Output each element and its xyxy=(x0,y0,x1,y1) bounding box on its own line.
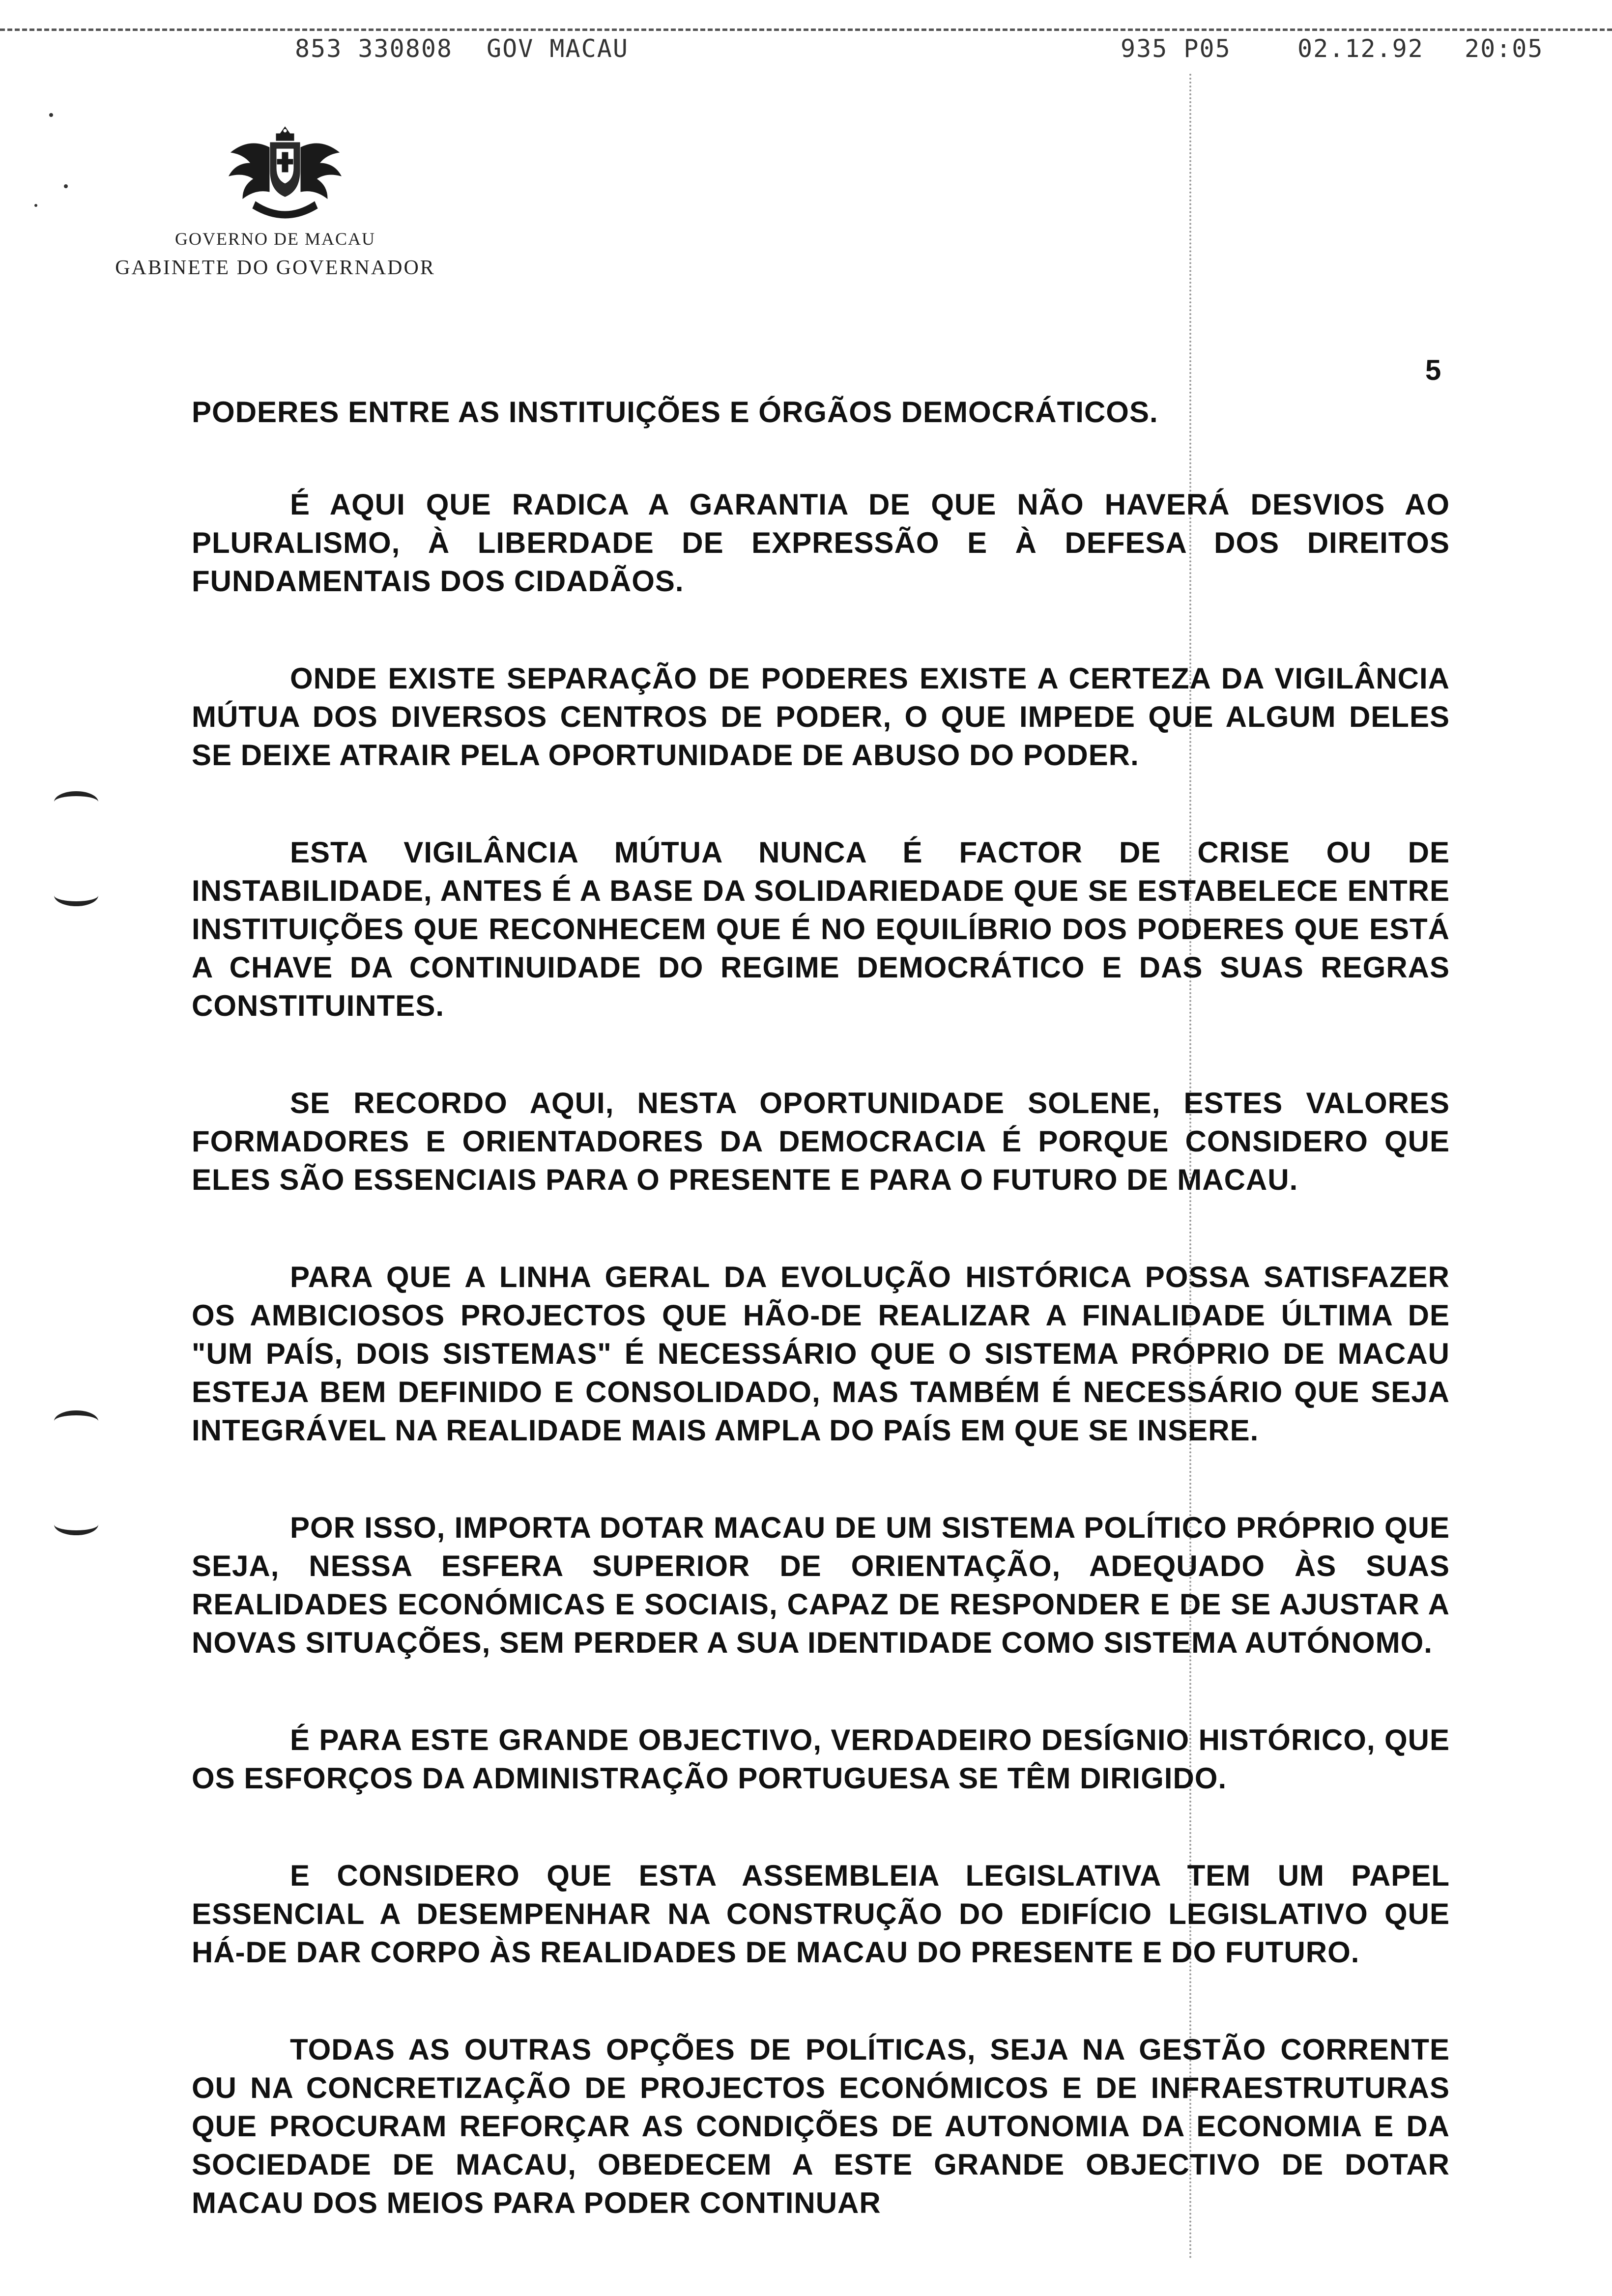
paragraph: É AQUI QUE RADICA A GARANTIA DE QUE NÃO HAVERÁ DESVIOS AO PLURALISMO, À LIBERDADE DE EXPRESSÃO E À DEFESA DOS DIREITOS FUNDAMENTAIS DOS CIDADÃOS. xyxy=(192,488,1450,598)
paragraph: SE RECORDO AQUI, NESTA OPORTUNIDADE SOLENE, ESTES VALORES FORMADORES E ORIENTADORES DA DEMOCRACIA É PORQUE CONSIDERO QUE ELES SÃO ESSENCIAIS PARA O PRESENTE E PARA O FUTURO DE MACAU. xyxy=(192,1087,1450,1196)
paragraph: PARA QUE A LINHA GERAL DA EVOLUÇÃO HISTÓRICA POSSA SATISFAZER OS AMBICIOSOS PROJECTOS QUE HÃO-DE REALIZAR A FINALIDADE ÚLTIMA DE "UM PAÍS, DOIS SISTEMAS" É NECESSÁRIO QUE O SISTEMA PRÓPRIO DE MACAU ESTEJA BEM DEFINIDO E CONSOLIDADO, MAS TAMBÉM É NECESSÁRIO QUE SEJA INTEGRÁVEL NA REALIDADE MAIS AMPLA DO PAÍS EM QUE SE INSERE. xyxy=(192,1261,1450,1447)
fax-time: 20:05 xyxy=(1465,34,1544,63)
document-body xyxy=(192,393,1450,2222)
scan-speck xyxy=(34,204,37,207)
letterhead xyxy=(79,229,472,280)
paragraph: TODAS AS OUTRAS OPÇÕES DE POLÍTICAS, SEJA NA GESTÃO CORRENTE OU NA CONCRETIZAÇÃO DE PROJECTOS ECONÓMICOS E DE INFRAESTRUTURAS QUE PROCURAM REFORÇAR AS CONDIÇÕES DE AUTONOMIA DA ECONOMIA E DA SOCIEDADE DE MACAU, OBEDECEM A ESTE GRANDE OBJECTIVO DE DOTAR MACAU DOS MEIOS PARA PODER CONTINUAR xyxy=(192,2033,1450,2219)
punch-hole-mark xyxy=(54,791,98,813)
paragraph: ONDE EXISTE SEPARAÇÃO DE PODERES EXISTE A CERTEZA DA VIGILÂNCIA MÚTUA DOS DIVERSOS CENTROS DE PODER, O QUE IMPEDE QUE ALGUM DELES SE DEIXE ATRAIR PELA OPORTUNIDADE DE ABUSO DO PODER. xyxy=(192,662,1450,772)
scan-speck xyxy=(49,113,53,117)
paragraph: PODERES ENTRE AS INSTITUIÇÕES E ÓRGÃOS DEMOCRÁTICOS. xyxy=(192,396,1158,429)
paragraph: É PARA ESTE GRANDE OBJECTIVO, VERDADEIRO DESÍGNIO HISTÓRICO, QUE OS ESFORÇOS DA ADMINISTRAÇÃO PORTUGUESA SE TÊM DIRIGIDO. xyxy=(192,1723,1450,1795)
fax-page-id: 935 P05 xyxy=(1121,34,1231,63)
fax-header-rule xyxy=(0,29,1612,31)
page-number: 5 xyxy=(1425,354,1441,386)
fax-date: 02.12.92 xyxy=(1297,34,1424,63)
fax-sender: GOV MACAU xyxy=(487,34,629,63)
paragraph: E CONSIDERO QUE ESTA ASSEMBLEIA LEGISLATIVA TEM UM PAPEL ESSENCIAL A DESEMPENHAR NA CONSTRUÇÃO DO EDIFÍCIO LEGISLATIVO QUE HÁ-DE DAR CORPO ÀS REALIDADES DE MACAU DO PRESENTE E DO FUTURO. xyxy=(192,1859,1450,1969)
coat-of-arms-icon xyxy=(221,118,349,226)
punch-hole-mark xyxy=(54,885,98,906)
letterhead-office: GABINETE DO GOVERNADOR xyxy=(115,257,435,279)
paragraph: POR ISSO, IMPORTA DOTAR MACAU DE UM SISTEMA POLÍTICO PRÓPRIO QUE SEJA, NESSA ESFERA SUPERIOR DE ORIENTAÇÃO, ADEQUADO ÀS SUAS REALIDADES ECONÓMICAS E SOCIAIS, CAPAZ DE RESPONDER E DE SE AJUSTAR A NOVAS SITUAÇÕES, SEM PERDER A SUA IDENTIDADE COMO SISTEMA AUTÓNOMO. xyxy=(192,1511,1450,1659)
letterhead-government: GOVERNO DE MACAU xyxy=(175,229,375,249)
paragraph: ESTA VIGILÂNCIA MÚTUA NUNCA É FACTOR DE CRISE OU DE INSTABILIDADE, ANTES É A BASE DA SOLIDARIEDADE QUE SE ESTABELECE ENTRE INSTITUIÇÕES QUE RECONHECEM QUE É NO EQUILÍBRIO DOS PODERES QUE ESTÁ A CHAVE DA CONTINUIDADE DO REGIME DEMOCRÁTICO E DAS SUAS REGRAS CONSTITUINTES. xyxy=(192,836,1450,1022)
punch-hole-mark xyxy=(54,1410,98,1432)
fax-transmission-header xyxy=(0,34,1612,74)
punch-hole-mark xyxy=(54,1514,98,1535)
fax-number: 853 330808 xyxy=(295,34,453,63)
scan-speck xyxy=(64,184,68,188)
